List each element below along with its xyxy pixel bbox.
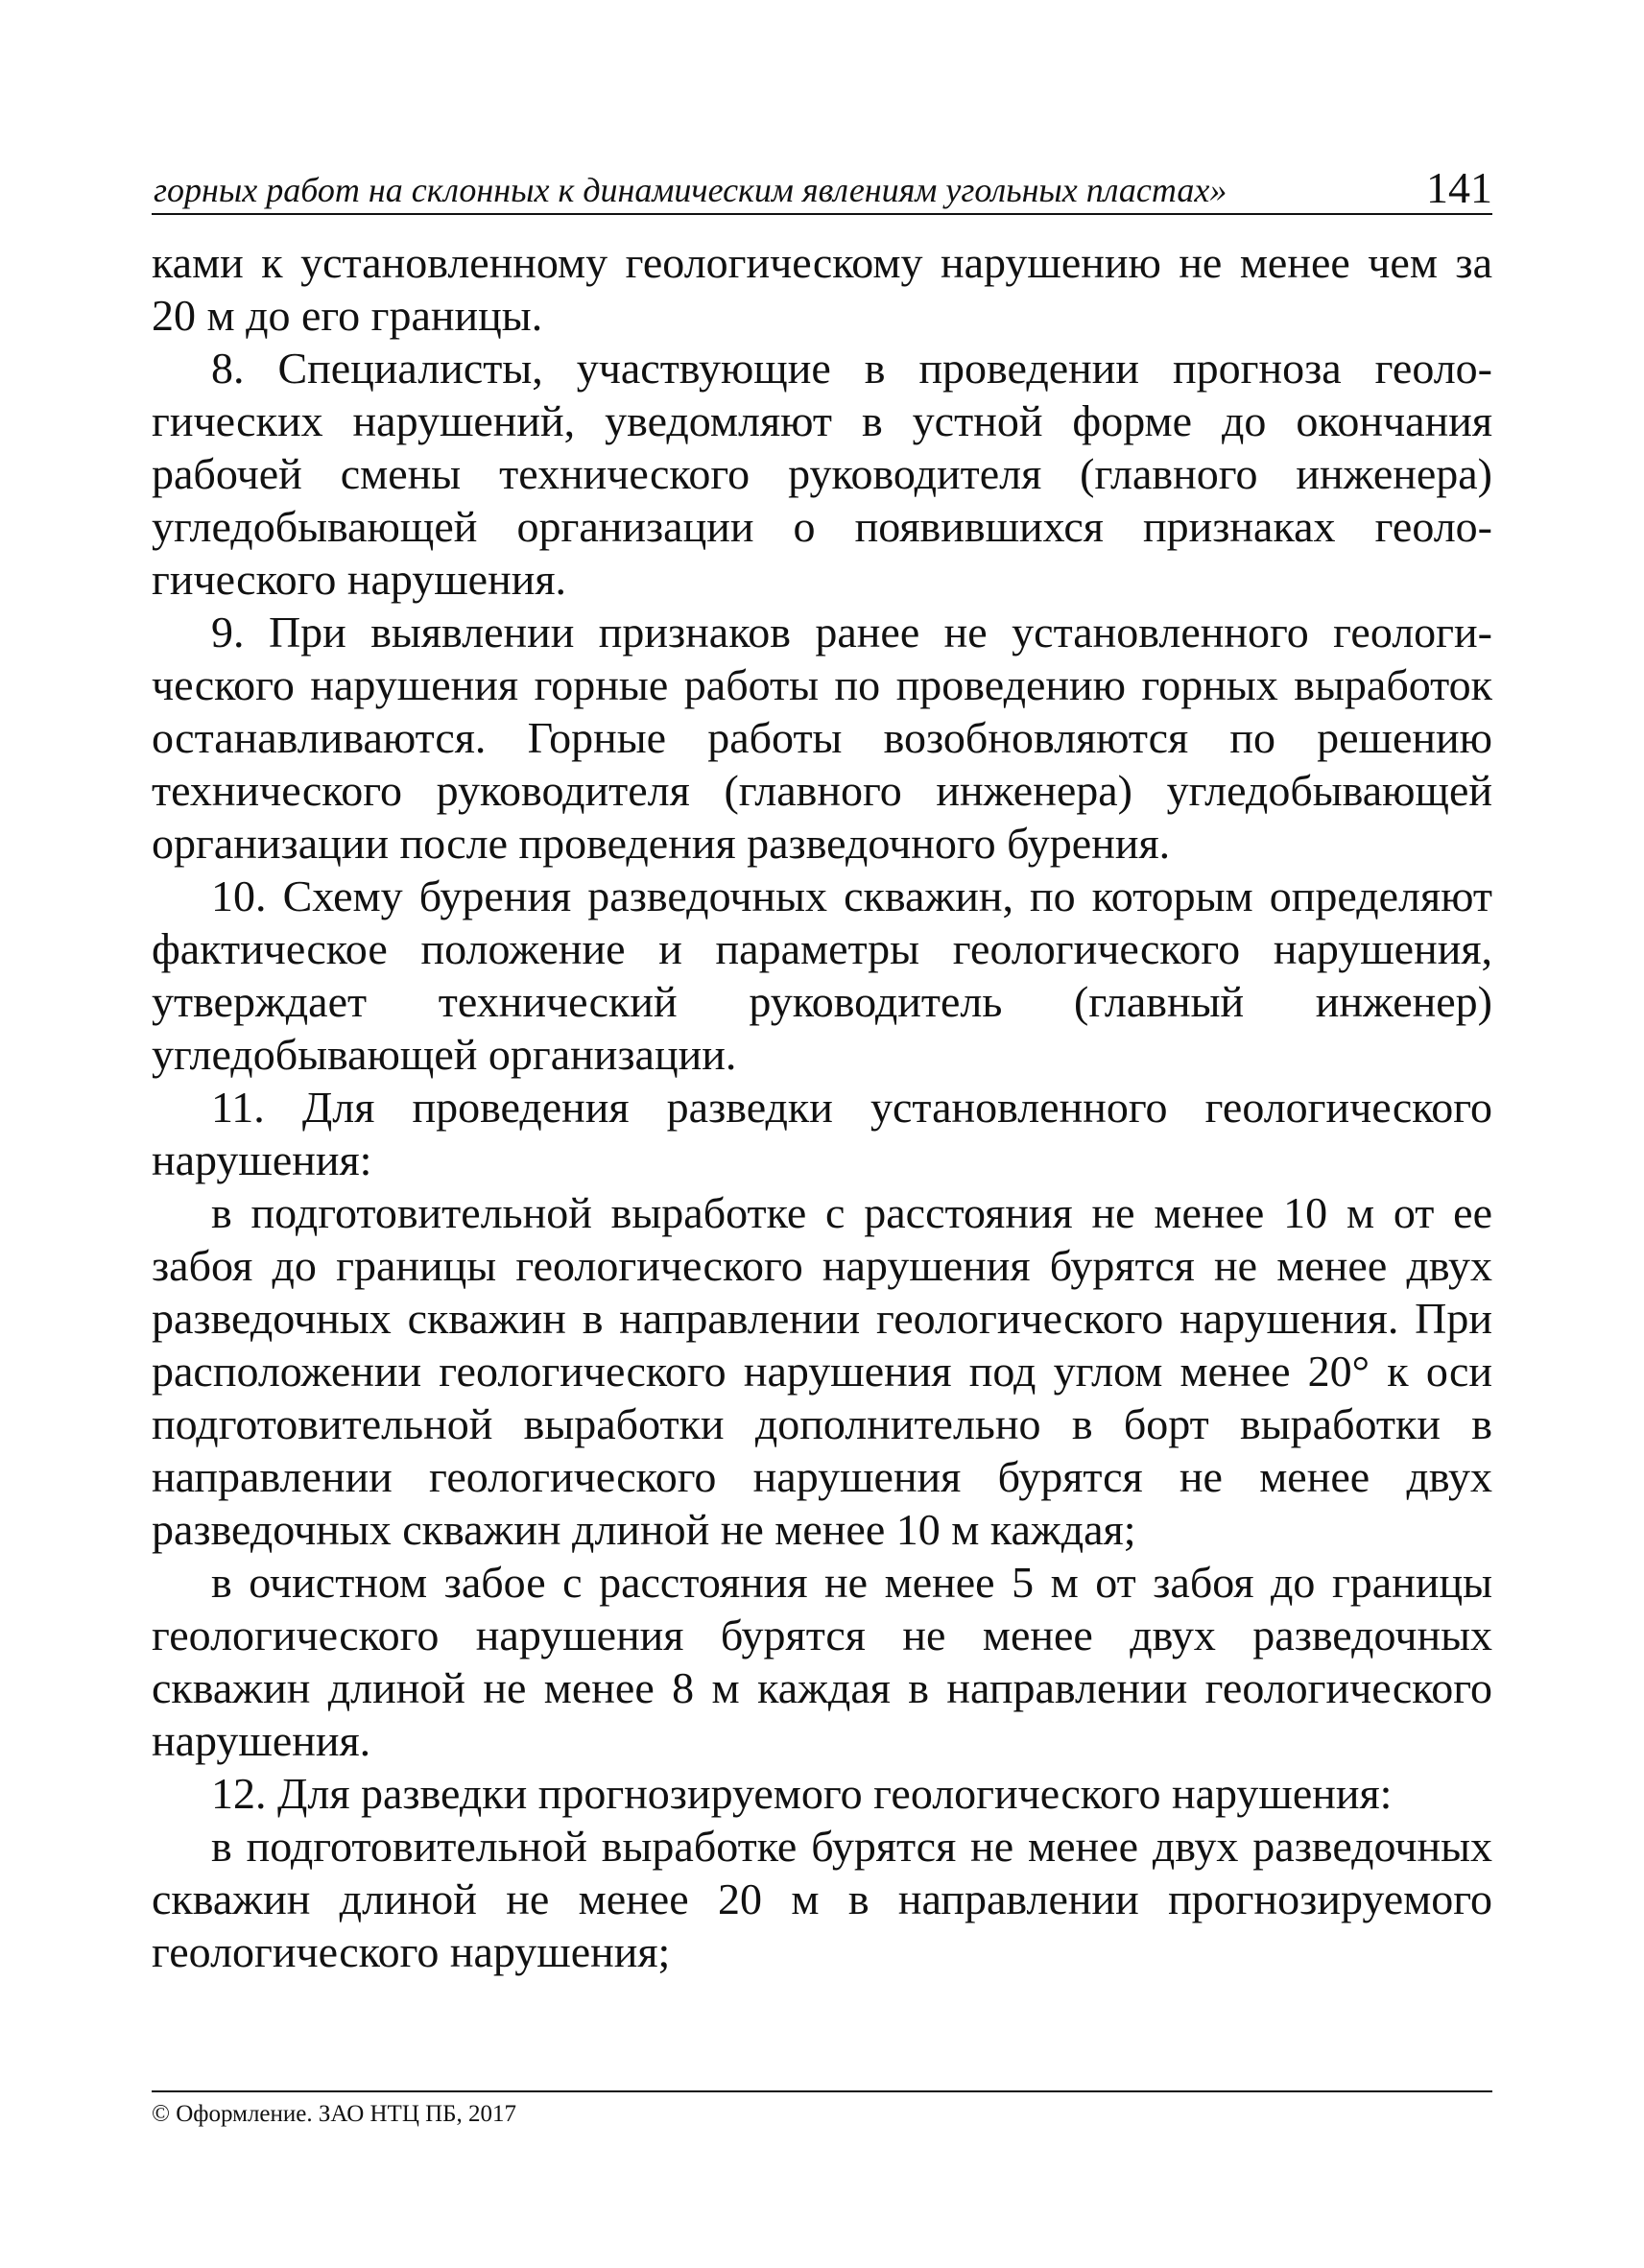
paragraph: ками к установленному геологическому нарушению не менее чем за 20 м до его границы. bbox=[152, 238, 1492, 340]
paragraph: в подготовительной выработке бурятся не менее двух разведочных скважин длиной не менее 20 м в направлении прогнозируемого геологического нарушения; bbox=[152, 1822, 1492, 1976]
paragraph: 10. Схему бурения разведочных скважин, по которым определяют фактическое положение и параметры геологического нарушения, утверждает технический руководитель (главный инженер) угледобывающей организации. bbox=[152, 871, 1492, 1079]
paragraph: 12. Для разведки прогнозируемого геологического нарушения: bbox=[211, 1769, 1393, 1818]
paragraph: 11. Для проведения разведки установленного геологического нарушения: bbox=[152, 1083, 1492, 1184]
copyright-notice: © Оформление. ЗАО НТЦ ПБ, 2017 bbox=[152, 2101, 517, 2127]
page-footer bbox=[152, 2090, 1492, 2129]
running-header bbox=[152, 144, 1492, 215]
paragraph: в подготовительной выработке с расстояния не менее 10 м от ее забоя до границы геологического нарушения бурятся не менее двух разведочных скважин в направлении геологического нарушения. При расположении геологического нарушения под углом менее 20° к оси подготовительной выработки дополнительно в борт выработки в направлении геологического нарушения бурятся не менее двух разведочных скважин длиной не менее 10 м каждая; bbox=[152, 1188, 1492, 1554]
paragraph: 8. Специалисты, участвующие в проведении прогноза геологических нарушений, уведомляют в устной форме до окончания рабочей смены технического руководителя (главного инженера) угледобывающей организации о появившихся признаках геологического нарушения. bbox=[152, 344, 1492, 604]
running-title: горных работ на склонных к динамическим явлениям угольных пластах» bbox=[154, 171, 1227, 209]
paragraph: 9. При выявлении признаков ранее не установленного геологического нарушения горные работы по проведению горных выработок останавливаются. Горные работы возобновляются по решению технического руководителя (главного инженера) угледобывающей организации после проведения разведочного бурения. bbox=[152, 608, 1492, 868]
paragraph: в очистном забое с расстояния не менее 5 м от забоя до границы геологического нарушения бурятся не менее двух разведочных скважин длиной не менее 8 м каждая в направлении геологического нарушения. bbox=[152, 1558, 1492, 1765]
page-number: 141 bbox=[1426, 163, 1492, 212]
body-text bbox=[152, 236, 1492, 1978]
document-page bbox=[152, 144, 1492, 1978]
